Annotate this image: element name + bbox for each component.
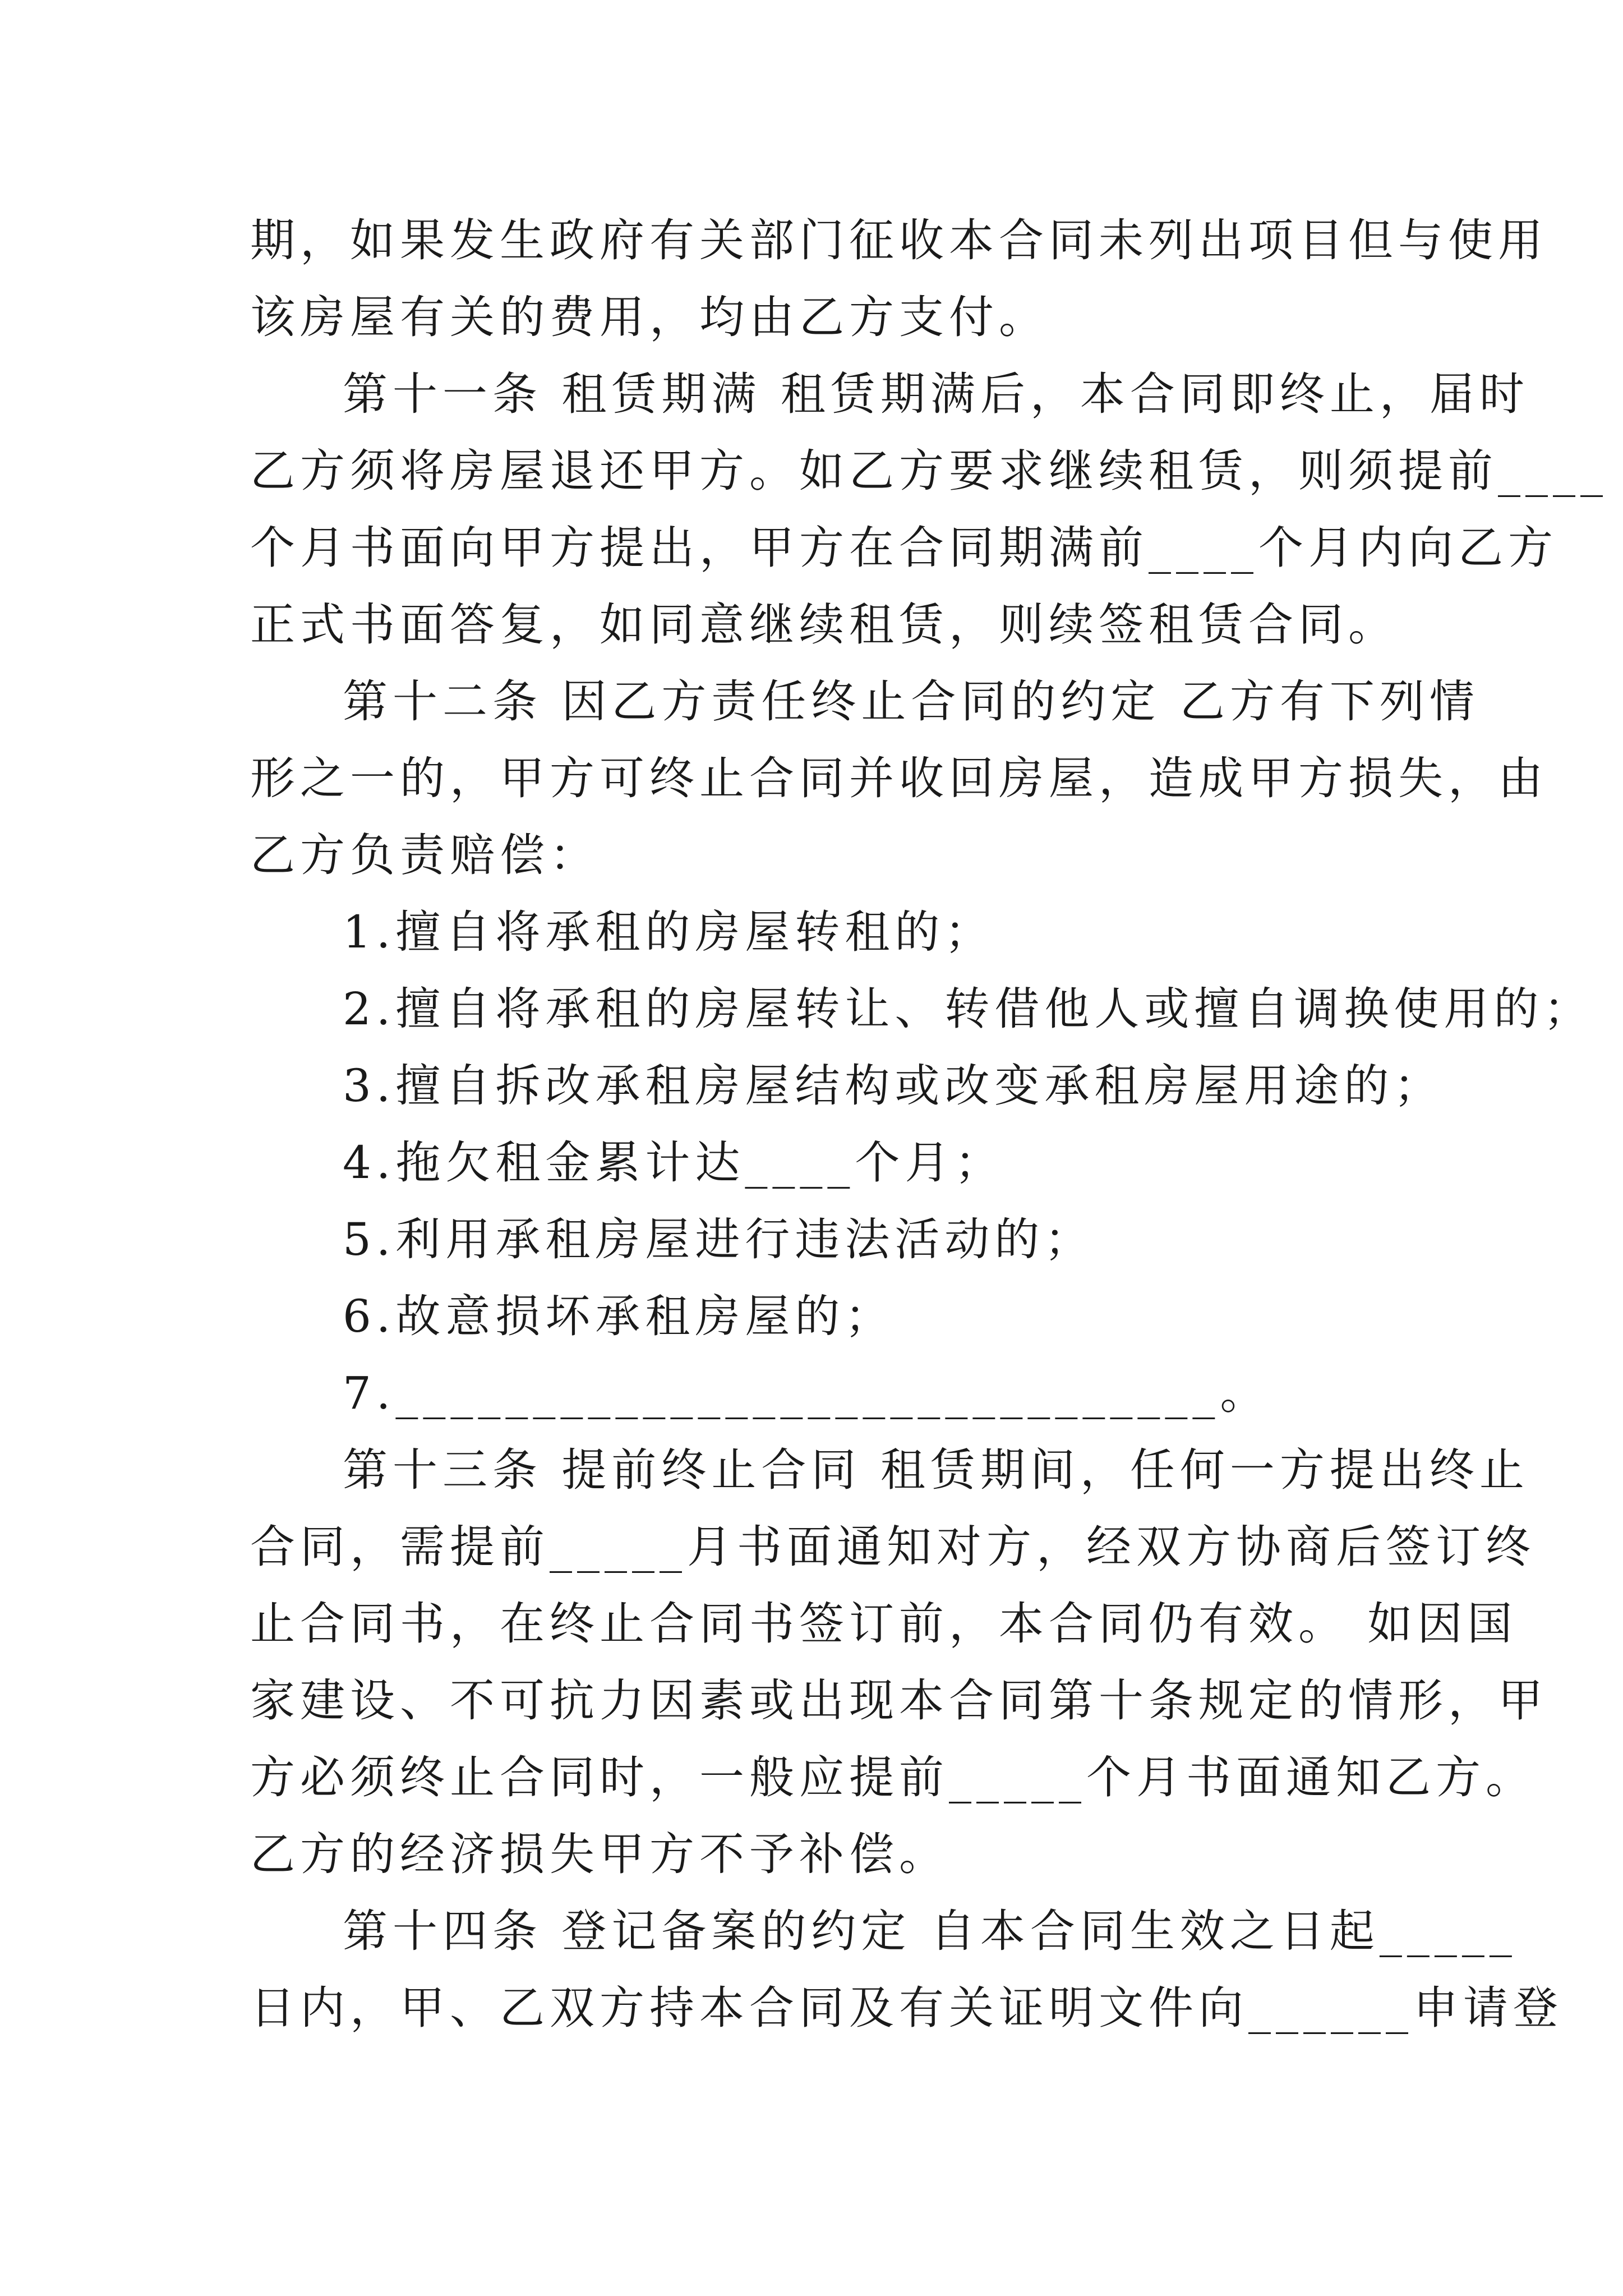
contract-text-body bbox=[250, 202, 1608, 2046]
list-item-2: 2.擅自将承租的房屋转让、转借他人或擅自调换使用的； bbox=[343, 983, 1594, 1035]
text-line: 方必须终止合同时，一般应提前_____个月书面通知乙方。 bbox=[250, 1751, 1536, 1803]
article-12-heading-line: 第十二条 因乙方责任终止合同的约定 乙方有下列情 bbox=[343, 675, 1479, 728]
article-11-heading-line: 第十一条 租赁期满 租赁期满后，本合同即终止，届时 bbox=[343, 368, 1529, 420]
text-line: 家建设、不可抗力因素或出现本合同第十条规定的情形，甲 bbox=[250, 1674, 1548, 1727]
text-line: 乙方须将房屋退还甲方。如乙方要求继续租赁，则须提前____ bbox=[250, 445, 1608, 497]
list-item-6: 6.故意损坏承租房屋的； bbox=[343, 1290, 895, 1342]
list-item-1: 1.擅自将承租的房屋转租的； bbox=[343, 906, 995, 958]
text-line: 形之一的，甲方可终止合同并收回房屋，造成甲方损失，由 bbox=[250, 752, 1548, 804]
text-line: 个月书面向甲方提出，甲方在合同期满前____个月内向乙方 bbox=[250, 522, 1558, 574]
text-line: 乙方负责赔偿： bbox=[250, 829, 600, 881]
text-line: 日内，甲、乙双方持本合同及有关证明文件向______申请登 bbox=[250, 1982, 1563, 2034]
list-item-5: 5.利用承租房屋进行违法活动的； bbox=[343, 1213, 1095, 1266]
article-14-heading-line: 第十四条 登记备案的约定 自本合同生效之日起_____ bbox=[343, 1905, 1517, 1957]
list-item-7: 7.______________________________。 bbox=[343, 1367, 1270, 1419]
list-item-4: 4.拖欠租金累计达____个月； bbox=[343, 1137, 1005, 1189]
text-line: 正式书面答复，如同意继续租赁，则续签租赁合同。 bbox=[250, 599, 1398, 651]
text-line: 止合同书，在终止合同书签订前，本合同仍有效。 如因国 bbox=[250, 1598, 1518, 1650]
text-line: 乙方的经济损失甲方不予补偿。 bbox=[250, 1828, 949, 1880]
text-line: 期，如果发生政府有关部门征收本合同未列出项目但与使用 bbox=[250, 214, 1548, 266]
text-line: 合同，需提前_____月书面通知对方，经双方协商后签订终 bbox=[250, 1521, 1536, 1573]
article-13-heading-line: 第十三条 提前终止合同 租赁期间，任何一方提出终止 bbox=[343, 1444, 1529, 1496]
list-item-3: 3.擅自拆改承租房屋结构或改变承租房屋用途的； bbox=[343, 1060, 1444, 1112]
text-line: 该房屋有关的费用，均由乙方支付。 bbox=[250, 291, 1049, 343]
